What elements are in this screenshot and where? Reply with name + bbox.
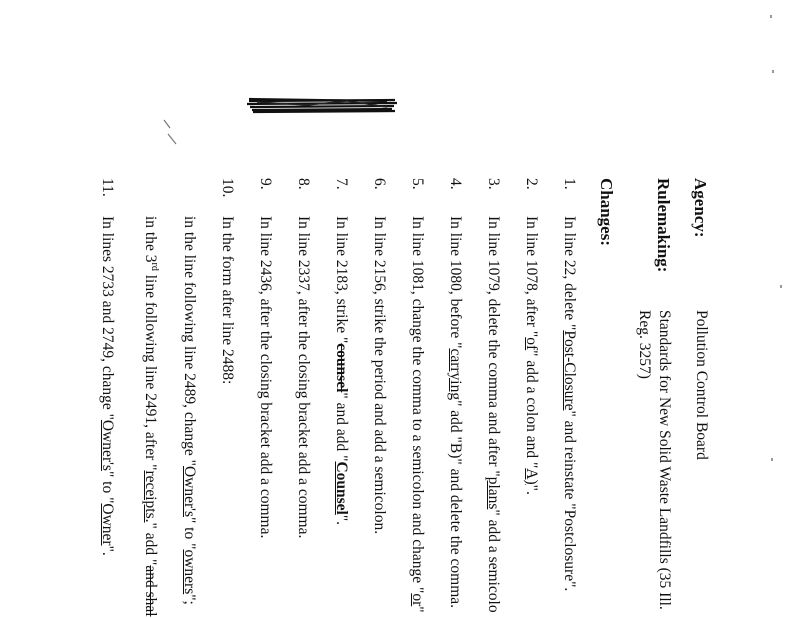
rulemaking-value-line1: Standards for New Solid Waste Landfills (35 Ill. <box>656 310 673 610</box>
changes-label: Changes: <box>597 178 616 247</box>
redaction-scribble <box>247 95 397 115</box>
pen-mark <box>160 118 182 148</box>
rotated-document-text: Agency: Pollution Control Board Rulemaking: Standards for New Solid Waste Landfills (35 Ill. Reg. 3257) Changes: 1. In line 22, delete "Post-Closure" and reinstate "Postclosure". 2. In line 1078, after "of" add a colon and "A)". 3. In line 1079, delete the comma and after "plans" add a semicolo 4. In line 1080, before "carrying" add "B)" and delete the comma. 5. In line 1081, change the comma to a semicolon and change "or" 6. In line 2156, strike the period and add a semicolon. 7. In line 2183, strike "counsel" and add "Counsel". 8. In line 2337, after the closing bracket add a comma. 9. In line 2436, after the closing bracket add a comma. 10. In the form after line 2488: in the line following line 2489, change "Owner's" to "owners"; in the 3rd line following line 2491, after "receipts." add "and shal 11. In lines 2733 and 2749, change "Owner's" to "Owner". <box>99 178 710 617</box>
agency-value: Pollution Control Board <box>693 310 710 460</box>
scan-mark <box>771 458 773 461</box>
scan-mark <box>770 15 772 18</box>
rulemaking-value-line2: Reg. 3257) <box>636 310 653 379</box>
scan-mark <box>772 70 774 73</box>
scan-mark <box>780 285 782 288</box>
agency-label: Agency: <box>691 178 710 238</box>
rulemaking-label: Rulemaking: <box>654 178 673 273</box>
